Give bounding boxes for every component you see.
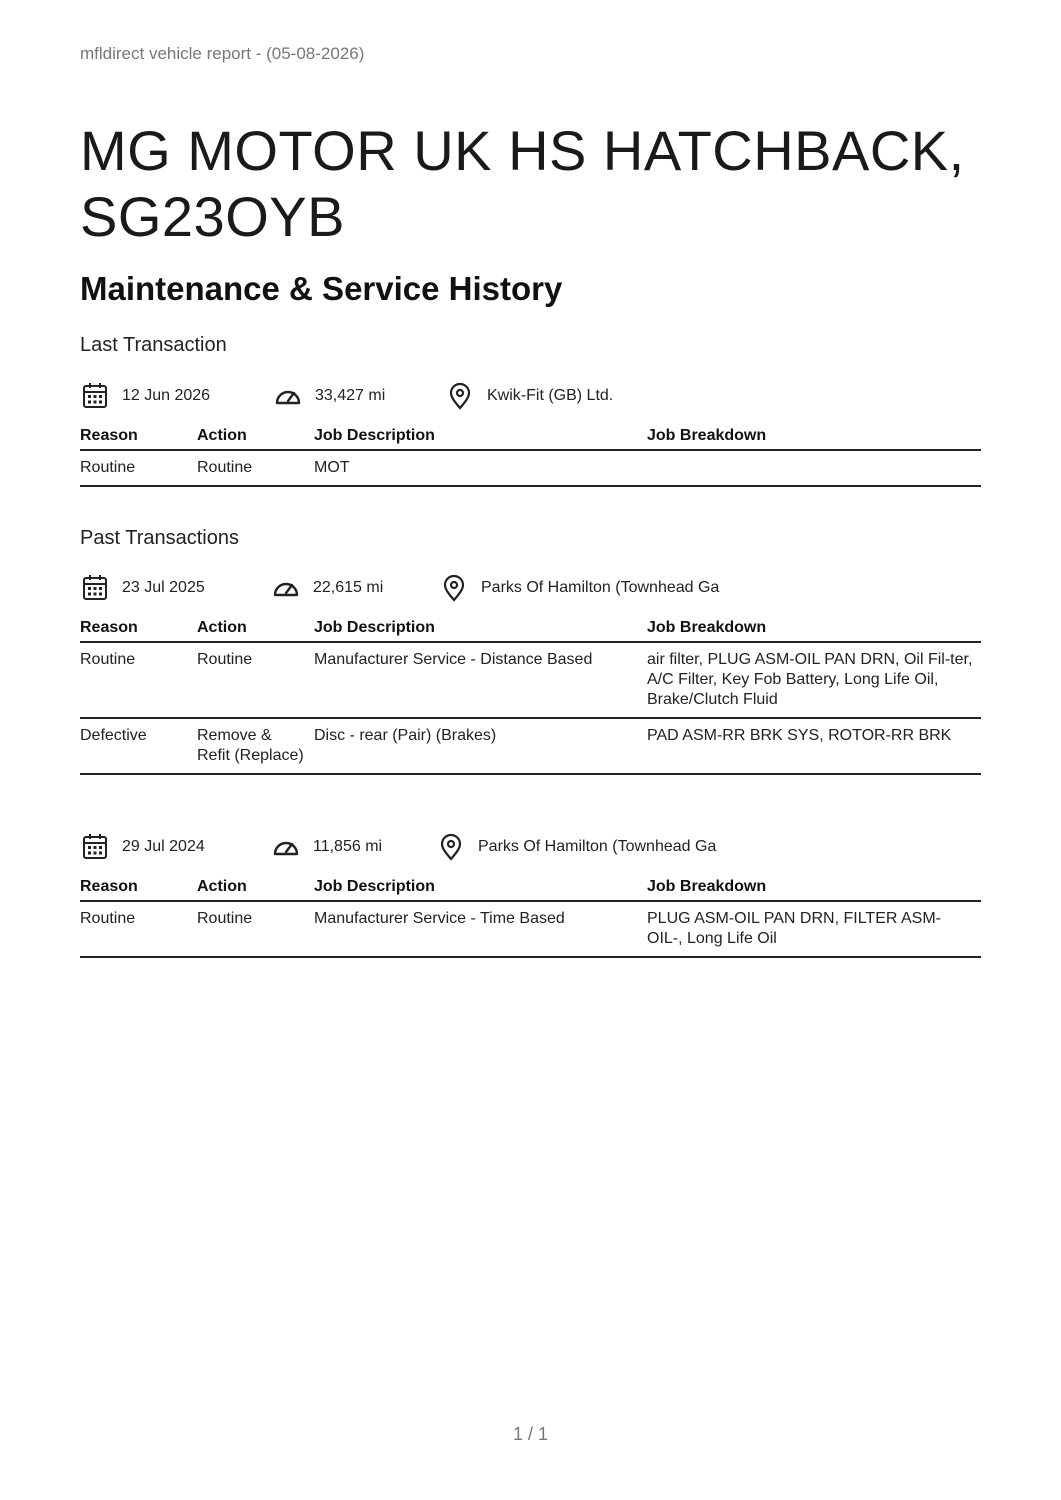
table-row (80, 450, 981, 486)
reason-cell: Routine (80, 642, 197, 718)
column-header-job-description: Job Description (314, 421, 647, 450)
column-header-reason: Reason (80, 421, 197, 450)
transaction-date (80, 573, 205, 603)
transaction-card (80, 573, 981, 775)
job-breakdown-cell: air filter, PLUG ASM-OIL PAN DRN, Oil Fil-ter, A/C Filter, Key Fob Battery, Long Life Oil, Brake/Clutch Fluid (647, 642, 981, 718)
transaction-date (80, 381, 210, 411)
transaction-mileage (271, 832, 382, 862)
job-breakdown-cell (647, 450, 981, 486)
column-header-reason: Reason (80, 872, 197, 901)
transaction-location (439, 573, 719, 603)
location-text: Kwik-Fit (GB) Ltd. (487, 387, 614, 404)
past-transactions-heading: Past Transactions (80, 527, 239, 549)
mileage-text: 22,615 mi (313, 579, 384, 596)
report-header: mfldirect vehicle report - (05-08-2026) (80, 44, 365, 63)
transaction-card (80, 381, 981, 487)
map-pin-icon (439, 573, 469, 603)
job-description-cell: MOT (314, 450, 647, 486)
column-header-action: Action (197, 872, 314, 901)
job-description-cell: Disc - rear (Pair) (Brakes) (314, 718, 647, 774)
job-breakdown-cell: PLUG ASM-OIL PAN DRN, FILTER ASM-OIL-, Long Life Oil (647, 901, 981, 957)
map-pin-icon (445, 381, 475, 411)
speedometer-icon (273, 381, 303, 411)
table-row (80, 642, 981, 718)
calendar-icon (80, 381, 110, 411)
table-header-row (80, 872, 981, 901)
table-row (80, 901, 981, 957)
calendar-icon (80, 573, 110, 603)
last-transaction-heading: Last Transaction (80, 334, 227, 356)
column-header-job-breakdown: Job Breakdown (647, 421, 981, 450)
transaction-table (80, 421, 981, 487)
action-cell: Routine (197, 450, 314, 486)
job-description-cell: Manufacturer Service - Distance Based (314, 642, 647, 718)
map-pin-icon (436, 832, 466, 862)
page-number: 1 / 1 (512, 1424, 549, 1444)
table-row (80, 718, 981, 774)
transaction-mileage (271, 573, 383, 603)
table-header-row (80, 613, 981, 642)
column-header-reason: Reason (80, 613, 197, 642)
action-cell: Routine (197, 642, 314, 718)
action-cell: Remove & Refit (Replace) (197, 718, 314, 774)
transaction-table (80, 613, 981, 775)
action-cell: Routine (197, 901, 314, 957)
column-header-action: Action (197, 613, 314, 642)
transaction-location (445, 381, 613, 411)
mileage-text: 33,427 mi (315, 387, 386, 404)
table-header-row (80, 421, 981, 450)
date-text: 23 Jul 2025 (122, 579, 205, 596)
location-text: Parks Of Hamilton (Townhead Ga (478, 838, 717, 855)
job-description-cell: Manufacturer Service - Time Based (314, 901, 647, 957)
column-header-job-breakdown: Job Breakdown (647, 613, 981, 642)
section-title: Maintenance & Service History (80, 270, 563, 307)
vehicle-title-line1: MG MOTOR UK HS HATCHBACK, (80, 119, 965, 182)
reason-cell: Routine (80, 901, 197, 957)
transaction-mileage (273, 381, 385, 411)
date-text: 29 Jul 2024 (122, 838, 205, 855)
column-header-job-breakdown: Job Breakdown (647, 872, 981, 901)
reason-cell: Defective (80, 718, 197, 774)
vehicle-registration: SG23OYB (80, 185, 345, 248)
transaction-meta (80, 573, 981, 607)
column-header-job-description: Job Description (314, 872, 647, 901)
speedometer-icon (271, 573, 301, 603)
transaction-meta (80, 381, 981, 415)
job-breakdown-cell: PAD ASM-RR BRK SYS, ROTOR-RR BRK (647, 718, 981, 774)
column-header-job-description: Job Description (314, 613, 647, 642)
transaction-location (436, 832, 716, 862)
vehicle-title (80, 118, 965, 250)
mileage-text: 11,856 mi (313, 838, 383, 855)
transaction-table (80, 872, 981, 958)
column-header-action: Action (197, 421, 314, 450)
transaction-meta (80, 832, 981, 866)
reason-cell: Routine (80, 450, 197, 486)
calendar-icon (80, 832, 110, 862)
speedometer-icon (271, 832, 301, 862)
date-text: 12 Jun 2026 (122, 387, 211, 404)
location-text: Parks Of Hamilton (Townhead Ga (481, 579, 720, 596)
transaction-card (80, 832, 981, 958)
transaction-date (80, 832, 205, 862)
